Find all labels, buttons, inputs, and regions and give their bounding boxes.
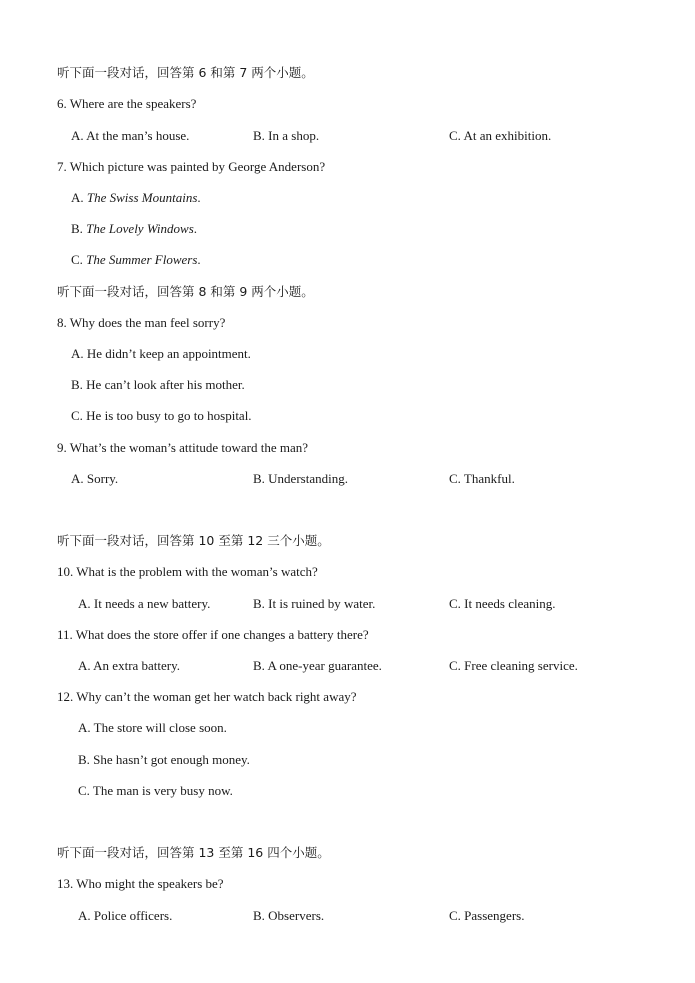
q8-option-b: B. He can’t look after his mother. bbox=[71, 377, 245, 392]
question-6: 6. Where are the speakers? bbox=[57, 96, 197, 111]
q7-option-b bbox=[71, 221, 197, 237]
q11-option-b: B. A one-year guarantee. bbox=[253, 658, 382, 673]
q7-option-a-period: . bbox=[197, 190, 201, 205]
q9-option-b: B. Understanding. bbox=[253, 471, 348, 486]
section-instruction-1: 听下面一段对话，回答第 6 和第 7 两个小题。 bbox=[57, 65, 314, 80]
q7-option-b-period: . bbox=[193, 221, 198, 236]
q7-option-b-title: The Lovely Windows bbox=[86, 221, 194, 236]
q7-option-c bbox=[71, 252, 201, 268]
q13-option-b: B. Observers. bbox=[253, 908, 325, 923]
q13-option-c: C. Passengers. bbox=[449, 908, 525, 923]
q7-option-b-letter: B. bbox=[71, 221, 87, 236]
q7-option-c-letter: C. bbox=[71, 252, 87, 267]
q6-option-c: C. At an exhibition. bbox=[449, 128, 552, 143]
q9-option-a: A. Sorry. bbox=[71, 471, 119, 486]
q12-option-b: B. She hasn’t got enough money. bbox=[78, 752, 250, 767]
q12-option-c: C. The man is very busy now. bbox=[78, 783, 233, 798]
q7-option-a-letter: A. bbox=[71, 190, 87, 205]
q6-option-b: B. In a shop. bbox=[253, 128, 320, 143]
q7-option-c-period: . bbox=[197, 252, 201, 267]
q10-option-a: A. It needs a new battery. bbox=[78, 596, 211, 611]
q7-option-a-title: The Swiss Mountains bbox=[86, 190, 198, 205]
question-13: 13. Who might the speakers be? bbox=[57, 876, 224, 891]
question-12: 12. Why can’t the woman get her watch back right away? bbox=[57, 689, 357, 704]
question-8: 8. Why does the man feel sorry? bbox=[57, 315, 226, 330]
q6-option-a: A. At the man’s house. bbox=[71, 128, 190, 143]
q8-option-a: A. He didn’t keep an appointment. bbox=[71, 346, 251, 361]
q8-option-c: C. He is too busy to go to hospital. bbox=[71, 408, 252, 423]
q9-option-c: C. Thankful. bbox=[449, 471, 515, 486]
q7-option-c-title: The Summer Flowers bbox=[86, 252, 198, 267]
section-instruction-3: 听下面一段对话，回答第 10 至第 12 三个小题。 bbox=[57, 533, 330, 548]
question-7: 7. Which picture was painted by George Anderson? bbox=[57, 159, 326, 174]
section-instruction-2: 听下面一段对话，回答第 8 和第 9 两个小题。 bbox=[57, 284, 314, 299]
q13-option-a: A. Police officers. bbox=[78, 908, 173, 923]
q7-option-a bbox=[71, 190, 201, 206]
q12-option-a: A. The store will close soon. bbox=[78, 720, 227, 735]
question-11: 11. What does the store offer if one changes a battery there? bbox=[57, 627, 369, 642]
q10-option-b: B. It is ruined by water. bbox=[253, 596, 376, 611]
q10-option-c: C. It needs cleaning. bbox=[449, 596, 556, 611]
section-instruction-4: 听下面一段对话，回答第 13 至第 16 四个小题。 bbox=[57, 845, 330, 860]
q11-option-c: C. Free cleaning service. bbox=[449, 658, 578, 673]
question-10: 10. What is the problem with the woman’s watch? bbox=[57, 564, 318, 579]
q11-option-a: A. An extra battery. bbox=[78, 658, 181, 673]
question-9: 9. What’s the woman’s attitude toward the man? bbox=[57, 440, 309, 455]
